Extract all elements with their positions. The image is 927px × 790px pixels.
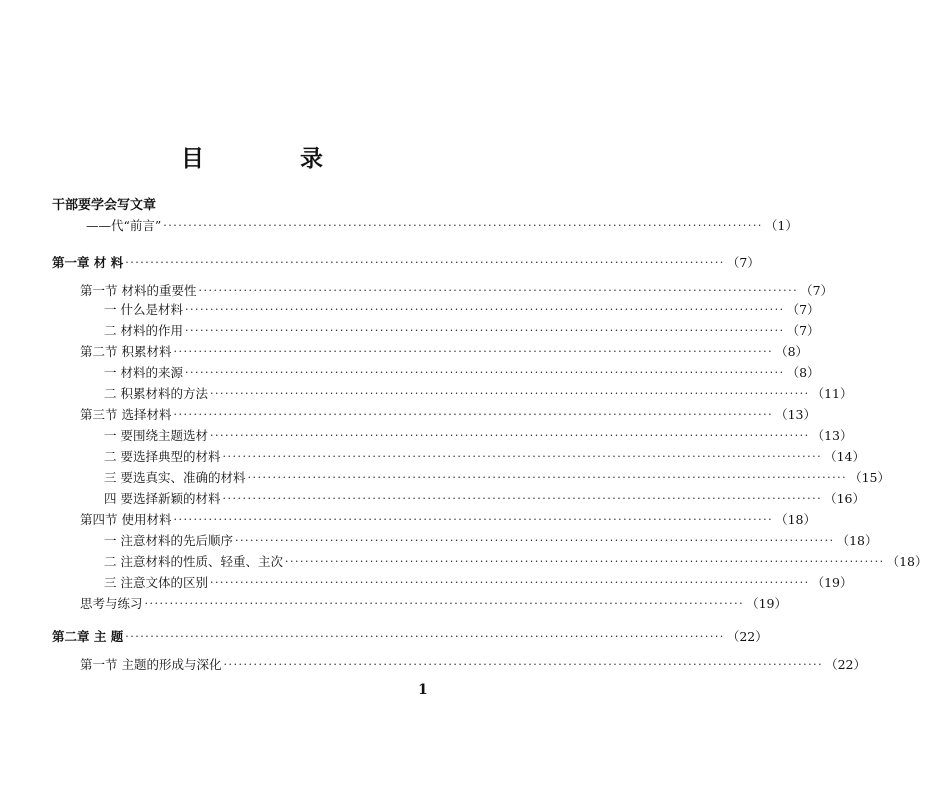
toc-entry bbox=[52, 627, 768, 645]
leader-dots: ························································································································ bbox=[222, 450, 823, 463]
toc-entry-label: 二 要选择典型的材料 bbox=[104, 449, 221, 464]
toc-entry bbox=[80, 281, 834, 299]
leader-dots: ························································································································ bbox=[173, 408, 774, 421]
toc-entry-page: （22） bbox=[825, 657, 866, 672]
toc-entry-page: （8） bbox=[775, 344, 809, 359]
toc-entry-label: 一 要围绕主题选材 bbox=[104, 428, 208, 443]
leader-dots: ························································································································ bbox=[184, 324, 785, 337]
toc-entry-label: 第四节 使用材料 bbox=[80, 512, 172, 527]
leader-dots: ························································································································ bbox=[223, 658, 824, 671]
toc-entry-label: 第二节 积累材料 bbox=[80, 344, 172, 359]
toc-entry-page: （7） bbox=[800, 283, 834, 298]
leader-dots: ························································································································ bbox=[234, 534, 835, 547]
toc-entry-page: （7） bbox=[786, 323, 820, 338]
toc-entry-page: （19） bbox=[746, 596, 788, 611]
leader-dots: ························································································································ bbox=[209, 429, 810, 442]
toc-entry-label: 三 注意文体的区别 bbox=[104, 575, 208, 590]
leader-dots: ························································································································ bbox=[184, 303, 785, 316]
toc-entry-label: 一 材料的来源 bbox=[104, 365, 183, 380]
toc-entry bbox=[80, 655, 866, 673]
toc-entry bbox=[80, 405, 816, 423]
toc-entry-label: 二 材料的作用 bbox=[104, 323, 183, 338]
toc-entry bbox=[86, 216, 798, 234]
toc-entry-label: 第一节 材料的重要性 bbox=[80, 283, 197, 298]
toc-entry-page: （18） bbox=[775, 512, 816, 527]
toc-entry bbox=[80, 510, 816, 528]
toc-entry-page: （18） bbox=[886, 554, 927, 569]
toc-entry-page: （7） bbox=[726, 255, 760, 270]
toc-entry-page: （1） bbox=[764, 218, 798, 233]
toc-entry-label: 第三节 选择材料 bbox=[80, 407, 172, 422]
leader-dots: ························································································································ bbox=[144, 597, 745, 610]
toc-entry-page: （8） bbox=[786, 365, 820, 380]
toc-entry-page: （13） bbox=[811, 428, 853, 443]
toc-entry bbox=[104, 321, 820, 339]
toc-entry-page: （11） bbox=[811, 386, 853, 401]
toc-entry-label: 思考与练习 bbox=[80, 596, 143, 611]
leader-dots: ························································································································ bbox=[173, 513, 774, 526]
toc-entry-label: ——代“前言” bbox=[86, 218, 162, 233]
toc-entry-label: 三 要选真实、准确的材料 bbox=[104, 470, 246, 485]
toc-entry-page: （18） bbox=[836, 533, 878, 548]
leader-dots: ························································································································ bbox=[125, 630, 725, 643]
leader-dots: ························································································································ bbox=[163, 219, 763, 232]
toc-entry-label: 一 注意材料的先后顺序 bbox=[104, 533, 233, 548]
toc-entry bbox=[104, 363, 820, 381]
toc-entry bbox=[80, 342, 809, 360]
toc-entry-label: 第二章 主 题 bbox=[52, 629, 124, 644]
toc-entry bbox=[104, 300, 820, 318]
toc-entry-label: 二 注意材料的性质、轻重、主次 bbox=[104, 554, 283, 569]
leader-dots: ························································································································ bbox=[198, 284, 799, 297]
toc-entry bbox=[104, 426, 853, 444]
toc-entry bbox=[52, 253, 760, 271]
toc-entry-page: （15） bbox=[849, 470, 890, 485]
leader-dots: ························································································································ bbox=[247, 471, 848, 484]
toc-entry bbox=[104, 552, 927, 570]
toc-entry bbox=[80, 594, 788, 612]
leader-dots: ························································································································ bbox=[173, 345, 774, 358]
toc-entry-page: （7） bbox=[786, 302, 820, 317]
toc-entry-label: 二 积累材料的方法 bbox=[104, 386, 208, 401]
toc-entry bbox=[104, 573, 853, 591]
toc-entry bbox=[104, 531, 878, 549]
leader-dots: ························································································································ bbox=[284, 555, 885, 568]
toc-entry-label: 第一节 主题的形成与深化 bbox=[80, 657, 222, 672]
toc-entry-page: （13） bbox=[775, 407, 816, 422]
toc-entry-label: 第一章 材 料 bbox=[52, 255, 124, 270]
toc-entry bbox=[104, 468, 890, 486]
leader-dots: ························································································································ bbox=[209, 576, 810, 589]
leader-dots: ························································································································ bbox=[125, 256, 725, 269]
toc-entry-label: 一 什么是材料 bbox=[104, 302, 183, 317]
toc-entry-page: （19） bbox=[811, 575, 853, 590]
toc-entry-page: （14） bbox=[824, 449, 865, 464]
toc-entry bbox=[104, 384, 853, 402]
toc-entry-page: （22） bbox=[726, 629, 768, 644]
leader-dots: ························································································································ bbox=[209, 387, 810, 400]
toc-heading: 干部要学会写文章 bbox=[52, 198, 157, 213]
leader-dots: ························································································································ bbox=[184, 366, 785, 379]
page-number: 1 bbox=[418, 682, 428, 698]
toc-entry-page: （16） bbox=[824, 491, 865, 506]
toc-title: 目 录 bbox=[180, 146, 367, 172]
toc-entry-label: 四 要选择新颖的材料 bbox=[104, 491, 221, 506]
toc-entry bbox=[104, 447, 865, 465]
leader-dots: ························································································································ bbox=[222, 492, 823, 505]
toc-entry bbox=[104, 489, 865, 507]
